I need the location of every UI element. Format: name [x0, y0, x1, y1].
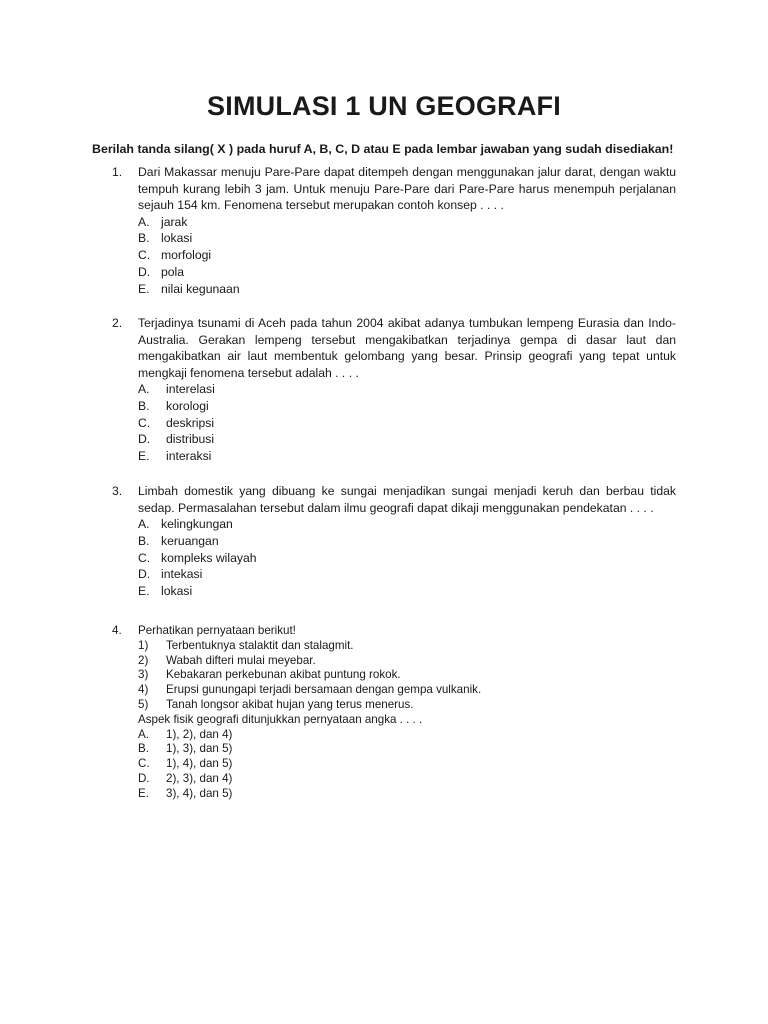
option-text: lokasi — [161, 584, 193, 599]
option-letter: E. — [138, 786, 149, 800]
option-letter: B. — [138, 533, 150, 548]
option-d — [138, 566, 676, 583]
option-d — [138, 772, 676, 787]
option-letter: B. — [138, 398, 150, 413]
question-text: Perhatikan pernyataan berikut! — [138, 624, 296, 637]
option-text: deskripsi — [166, 415, 215, 430]
statement-text: Wabah difteri mulai meyebar. — [166, 653, 316, 667]
option-a — [138, 214, 676, 231]
statement-5 — [138, 698, 676, 713]
option-text: distribusi — [166, 432, 215, 447]
statement-text: Kebakaran perkebunan akibat puntung rokok. — [166, 668, 401, 682]
option-e — [138, 448, 676, 465]
question-prompt: Aspek fisik geografi ditunjukkan pernyataan angka . . . . — [138, 712, 423, 726]
option-letter: A. — [138, 727, 149, 741]
option-text: nilai kegunaan — [161, 281, 240, 296]
option-a — [138, 728, 676, 743]
option-e — [138, 787, 676, 802]
option-b — [138, 230, 676, 247]
statement-3 — [138, 668, 676, 683]
option-e — [138, 281, 676, 298]
option-text: korologi — [166, 398, 209, 413]
statement-number: 5) — [138, 697, 149, 711]
option-text: intekasi — [161, 567, 203, 582]
option-text: 2), 3), dan 4) — [166, 771, 233, 785]
option-letter: E. — [138, 281, 150, 296]
option-letter: D. — [138, 264, 151, 279]
option-text: interelasi — [166, 382, 215, 396]
question-1 — [112, 164, 682, 297]
statement-number: 2) — [138, 653, 149, 667]
question-3 — [112, 483, 682, 600]
option-c — [138, 757, 676, 772]
question-text: Limbah domestik yang dibuang ke sungai menjadikan sungai menjadi keruh dan berbau tidak sedap. Permasalahan tersebut dalam ilmu geografi dapat dikaji menggunakan pendekatan . . . . — [138, 484, 676, 515]
option-letter: C. — [138, 248, 151, 263]
option-b — [138, 533, 676, 550]
option-letter: C. — [138, 757, 150, 771]
question-number: 3. — [112, 484, 123, 498]
option-text: morfologi — [161, 248, 212, 263]
option-e — [138, 583, 676, 600]
option-text: kelingkungan — [161, 517, 233, 531]
option-text: kompleks wilayah — [161, 550, 257, 565]
option-letter: A. — [138, 382, 150, 396]
option-text: jarak — [161, 214, 188, 229]
statement-text: Tanah longsor akibat hujan yang terus menerus. — [166, 697, 414, 711]
option-a — [138, 381, 676, 398]
option-text: interaksi — [166, 449, 212, 464]
option-letter: C. — [138, 550, 151, 565]
option-letter: D. — [138, 567, 151, 582]
option-b — [138, 398, 676, 415]
option-text: pola — [161, 264, 185, 279]
question-number: 2. — [112, 316, 123, 330]
option-letter: E. — [138, 584, 150, 599]
option-letter: E. — [138, 449, 150, 464]
option-text: 1), 4), dan 5) — [166, 757, 233, 771]
option-letter: A. — [138, 214, 150, 229]
question-text: Terjadinya tsunami di Aceh pada tahun 2004 akibat adanya tumbukan lempeng Eurasia dan Indo-Australia. Gerakan lempeng tersebut mengakibatkan terjadinya gempa di dasar laut dan mengakibatkan air laut membentuk gelombang yang besar. Prinsip geografi yang tepat untuk mengkaji fenomena tersebut adalah . . . . — [138, 316, 676, 380]
statement-number: 3) — [138, 668, 149, 682]
option-c — [138, 415, 676, 432]
option-d — [138, 431, 676, 448]
option-text: 1), 3), dan 5) — [166, 742, 233, 756]
option-letter: A. — [138, 517, 150, 531]
statement-1 — [138, 639, 676, 654]
question-text: Dari Makassar menuju Pare-Pare dapat ditempeh dengan menggunakan jalur darat, dengan waktu tempuh kurang lebih 3 jam. Untuk menuju Pare-Pare dari Pare-Pare harus menempuh perjalanan sejauh 154 km. Fenomena tersebut merupakan contoh konsep . . . . — [138, 165, 676, 212]
statement-4 — [138, 683, 676, 698]
option-b — [138, 742, 676, 757]
option-letter: D. — [138, 771, 150, 785]
statement-number: 4) — [138, 683, 149, 697]
option-letter: B. — [138, 742, 149, 756]
statement-text: Erupsi gunungapi terjadi bersamaan dengan gempa vulkanik. — [166, 683, 482, 697]
question-number: 4. — [112, 624, 122, 637]
question-2 — [112, 315, 682, 465]
option-c — [138, 247, 676, 264]
option-d — [138, 264, 676, 281]
statement-number: 1) — [138, 638, 149, 652]
question-number: 1. — [112, 165, 123, 179]
option-text: 3), 4), dan 5) — [166, 786, 233, 800]
option-c — [138, 550, 676, 567]
option-text: 1), 2), dan 4) — [166, 727, 233, 741]
option-letter: D. — [138, 432, 151, 447]
statement-text: Terbentuknya stalaktit dan stalagmit. — [166, 638, 354, 652]
option-letter: C. — [138, 415, 151, 430]
option-text: lokasi — [161, 231, 193, 246]
option-text: keruangan — [161, 533, 219, 548]
option-letter: B. — [138, 231, 150, 246]
question-4 — [112, 624, 682, 802]
statement-2 — [138, 654, 676, 669]
instruction-text: Berilah tanda silang( X ) pada huruf A, B, C, D atau E pada lembar jawaban yang sudah disediakan! — [92, 142, 674, 156]
option-a — [138, 516, 676, 533]
page-title: SIMULASI 1 UN GEOGRAFI — [207, 91, 561, 121]
